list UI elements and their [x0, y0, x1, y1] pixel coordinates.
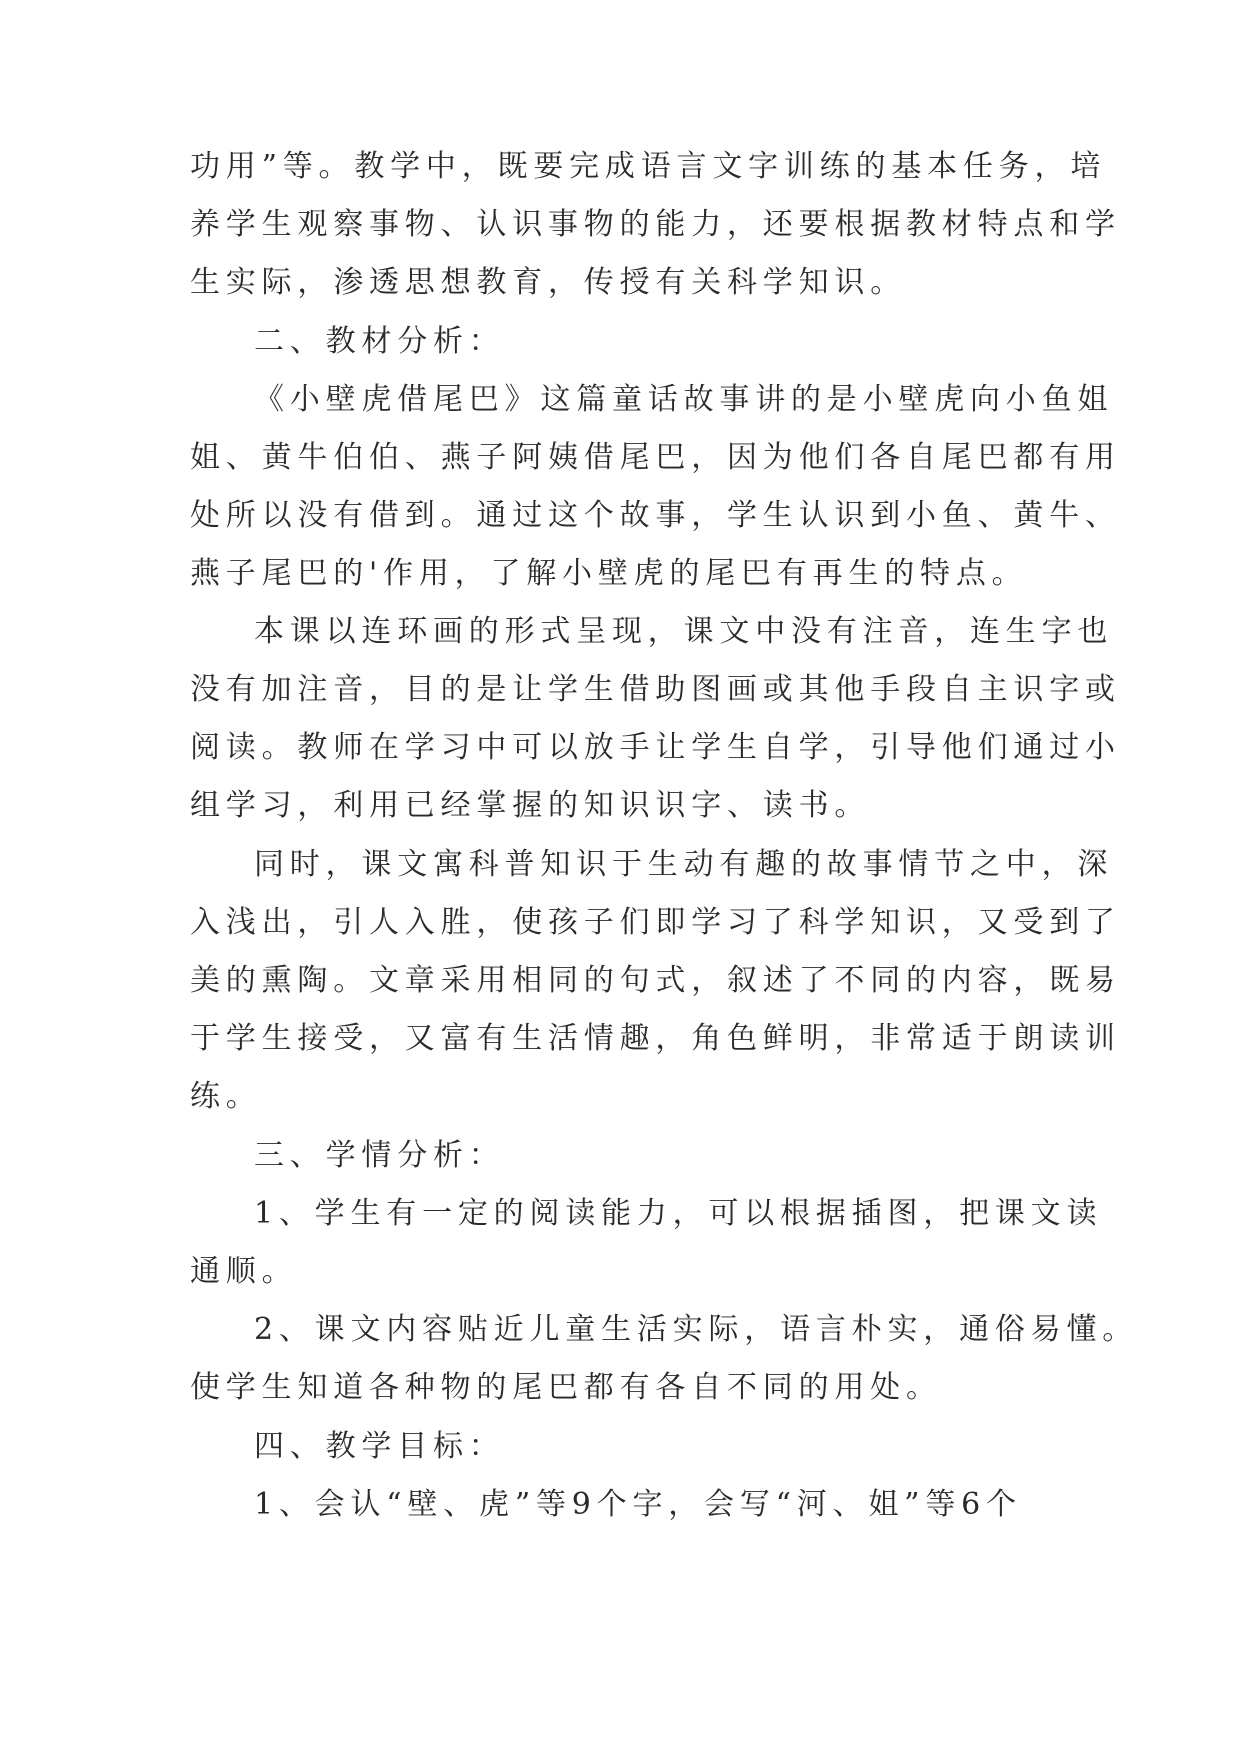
text-line: 功用”等。教学中，既要完成语言文字训练的基本任务，培 — [190, 149, 1107, 184]
text-line: 组学习，利用已经掌握的知识识字、读书。 — [190, 788, 871, 823]
text-line: 2、课文内容贴近儿童生活实际，语言朴实，通俗易懂。 — [254, 1312, 1139, 1347]
text-line: 练。 — [190, 1079, 262, 1114]
text-line: 燕子尾巴的'作用，了解小壁虎的尾巴有再生的特点。 — [190, 556, 1028, 591]
text-line: 《小壁虎借尾巴》这篇童话故事讲的是小壁虎向小鱼姐 — [254, 382, 1114, 417]
text-line: 本课以连环画的形式呈现，课文中没有注音，连生字也 — [254, 614, 1114, 649]
text-line: 没有加注音，目的是让学生借助图画或其他手段自主识字或 — [190, 672, 1121, 707]
text-line: 养学生观察事物、认识事物的能力，还要根据教材特点和学 — [190, 207, 1121, 242]
text-line: 于学生接受，又富有生活情趣，角色鲜明，非常适于朗读训 — [190, 1021, 1121, 1056]
text-line: 1、会认“壁、虎”等9个字，会写“河、姐”等6个 — [254, 1487, 1022, 1522]
text-line: 美的熏陶。文章采用相同的句式，叙述了不同的内容，既易 — [190, 963, 1121, 998]
text-line: 使学生知道各种物的尾巴都有各自不同的用处。 — [190, 1370, 942, 1405]
section-heading: 三、学情分析： — [254, 1138, 505, 1173]
text-line: 阅读。教师在学习中可以放手让学生自学，引导他们通过小 — [190, 730, 1121, 765]
section-heading: 二、教材分析： — [254, 324, 505, 359]
text-line: 姐、黄牛伯伯、燕子阿姨借尾巴，因为他们各自尾巴都有用 — [190, 440, 1121, 475]
text-line: 1、学生有一定的阅读能力，可以根据插图，把课文读 — [254, 1196, 1103, 1231]
text-line: 生实际，渗透思想教育，传授有关科学知识。 — [190, 265, 906, 300]
text-line: 入浅出，引人入胜，使孩子们即学习了科学知识，又受到了 — [190, 905, 1121, 940]
section-heading: 四、教学目标： — [254, 1429, 505, 1464]
text-line: 处所以没有借到。通过这个故事，学生认识到小鱼、黄牛、 — [190, 498, 1121, 533]
text-line: 通顺。 — [190, 1254, 298, 1289]
text-line: 同时，课文寓科普知识于生动有趣的故事情节之中，深 — [254, 847, 1114, 882]
